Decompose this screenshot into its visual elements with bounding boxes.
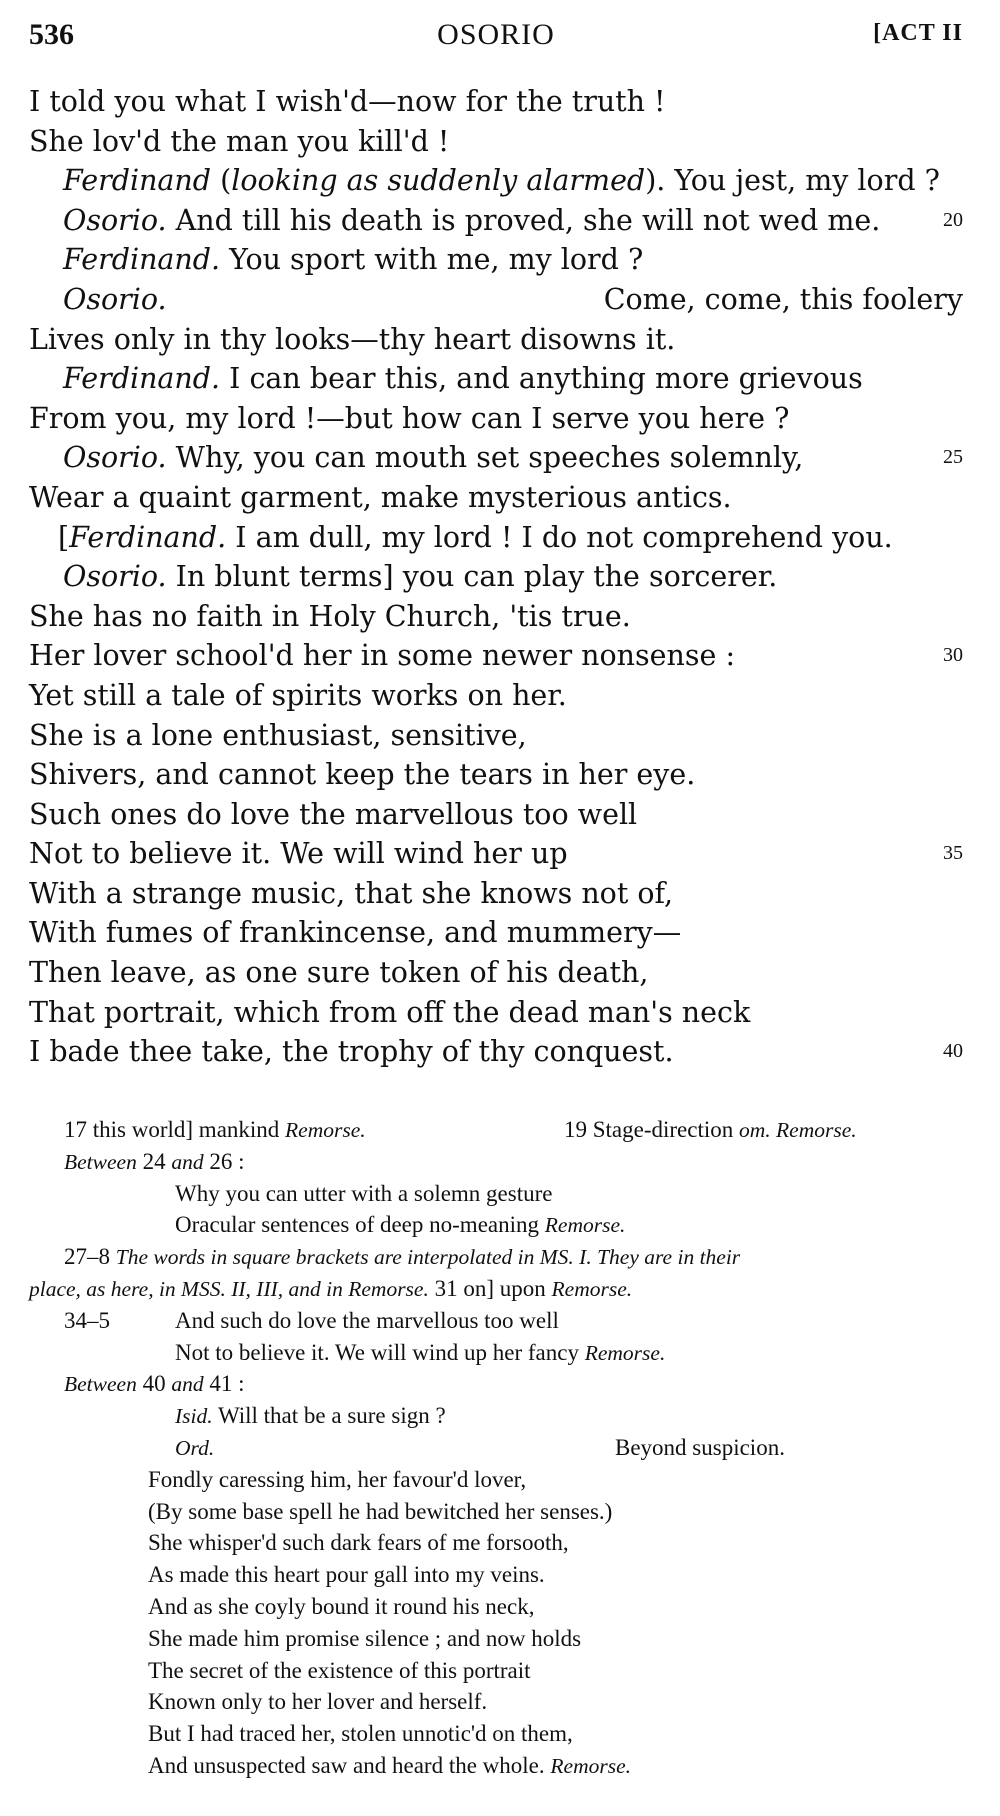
text-run: 26 : [203,1148,245,1174]
footnote-line [29,1432,969,1464]
text-run: Then leave, as one sure token of his death, [29,956,649,990]
verse-line [29,280,963,320]
italic-text: place, as here, in MSS. II, III, and in Remorse. [29,1276,429,1301]
verse-line [29,399,963,439]
verse-line [29,518,963,558]
text-run: She lov'd the man you kill'd ! [29,124,450,158]
footnotes [29,1114,969,1782]
text-run: I can bear this, and anything more grievous [220,362,863,396]
footnote-line [29,1273,969,1305]
line-number: 30 [943,644,963,667]
footnote-line [29,1241,969,1273]
italic-text: Between [64,1149,137,1174]
verse-line [29,597,963,637]
italic-text: Osorio. [63,203,167,237]
italic-text: Remorse. [550,1753,631,1778]
italic-text: Remorse. [544,1213,626,1238]
text-run: I told you what I wish'd—now for the truth ! [29,85,666,118]
text-run: ). You jest, my lord ? [645,164,940,198]
text-run: Will that be a sure sign ? [212,1403,446,1429]
italic-text: Ord. [175,1435,215,1460]
verse-line [29,320,963,360]
footnote-line [29,1591,969,1623]
text-run: You sport with me, my lord ? [220,243,644,277]
page-header [29,18,963,58]
line-number: 20 [943,208,963,231]
text-run: And till his death is proved, she will not wed me. [166,203,881,237]
italic-text: om. Remorse. [739,1118,857,1142]
italic-text: and [171,1149,204,1174]
verse-line [29,874,963,914]
italic-text: Osorio. [63,441,167,475]
verse-line [29,557,963,597]
verse-line-continuation: Come, come, this foolery [603,282,963,316]
footnote-line [29,1623,969,1655]
italic-text: looking as suddenly alarmed [231,164,646,198]
footnote-line [29,1178,969,1210]
running-title: OSORIO [437,18,555,51]
text-run: Known only to her lover and herself. [148,1689,488,1715]
line-number: 35 [943,842,963,865]
text-run: 34–5 [64,1307,110,1333]
text-run: 40 [136,1371,172,1397]
text-run: Shivers, and cannot keep the tears in her eye. [29,758,696,792]
footnote-line [29,1496,969,1528]
footnote-line [29,1718,969,1750]
text-run: Not to believe it. We will wind up her fancy [175,1339,585,1365]
footnote-line [29,1114,969,1146]
text-run: As made this heart pour gall into my veins. [148,1562,545,1588]
italic-text: Remorse. [551,1276,633,1301]
text-run: From you, my lord !—but how can I serve you here ? [29,401,790,435]
footnote-quote [175,1305,559,1337]
italic-text: Remorse. [285,1118,366,1142]
verse-line [29,953,963,993]
text-run: She is a lone enthusiast, sensitive, [29,718,527,752]
text-run: With a strange music, that she knows not of, [29,876,674,910]
footnote-line [29,1337,969,1369]
italic-text: Osorio. [63,560,167,594]
italic-text: Ferdinand. [69,520,227,554]
text-run: That portrait, which from off the dead man's neck [29,995,751,1029]
footnote-right [615,1432,785,1464]
italic-text: Ferdinand [63,164,212,198]
verse-line [29,834,963,874]
text-run: 31 on] upon [428,1275,552,1301]
verse-line [29,913,963,953]
italic-text: The words in square brackets are interpolated in MS. I. They are in their [115,1245,741,1270]
text-run: (By some base spell he had bewitched her senses.) [148,1498,613,1524]
text-run: I bade thee take, the trophy of thy conquest. [29,1035,674,1069]
text-run: Oracular sentences of deep no-meaning [175,1212,545,1238]
italic-text: Ferdinand. [63,243,221,277]
verse-line [29,636,963,676]
text-run: Why you can utter with a solemn gesture [175,1180,553,1206]
text-run: 17 this world] mankind [64,1117,286,1142]
verse-line [29,716,963,756]
text-run: Why, you can mouth set speeches solemnly, [166,441,804,475]
text-run: 27–8 [64,1244,116,1270]
text-run: And such do love the marvellous too well [175,1307,559,1333]
verse-line [29,122,963,162]
footnote-line [29,1305,969,1337]
verse-line [29,1032,963,1072]
footnote-right [564,1114,857,1147]
italic-text: Osorio. [63,282,167,316]
text-run: Beyond suspicion. [615,1434,785,1460]
text-run: And unsuspected saw and heard the whole. [148,1752,551,1778]
footnote-line [29,1209,969,1241]
verse-line [29,359,963,399]
text-run: But I had traced her, stolen unnotic'd on them, [148,1721,573,1747]
footnote-line [29,1464,969,1496]
italic-text: and [171,1372,204,1397]
text-run: In blunt terms] you can play the sorcerer. [166,560,778,594]
verse-line [29,478,963,518]
text-run: Yet still a tale of spirits works on her. [29,678,567,712]
text-run: Fondly caressing him, her favour'd lover, [148,1466,527,1492]
text-run: Her lover school'd her in some newer nonsense : [29,639,736,673]
verse-line [29,201,963,241]
footnote-line [29,1750,969,1782]
footnote-line [29,1655,969,1687]
text-run: And as she coyly bound it round his neck, [148,1593,535,1619]
text-run: The secret of the existence of this portrait [148,1657,531,1683]
text-run: She made him promise silence ; and now holds [148,1625,582,1651]
italic-text: Isid. [175,1404,213,1429]
line-number: 25 [943,446,963,469]
text-run: She has no faith in Holy Church, 'tis true. [29,599,631,633]
italic-text: Remorse. [584,1340,666,1365]
verse-line [29,82,963,122]
footnote-line [29,1400,969,1432]
footnote-line [29,1368,969,1400]
text-run: Such ones do love the marvellous too well [29,797,638,831]
verse-text [29,82,963,1072]
italic-text: Between [64,1372,137,1397]
text-run: 41 : [203,1371,245,1397]
text-run: [ [58,520,70,554]
text-run: With fumes of frankincense, and mummery— [29,916,682,950]
verse-line [29,240,963,280]
page-number: 536 [29,18,74,51]
text-run: Lives only in thy looks—thy heart disowns it. [29,322,676,356]
verse-line [29,795,963,835]
act-label: [ACT II [873,20,963,46]
text-run: ( [211,164,232,198]
text-run: 19 Stage-direction [564,1117,740,1142]
verse-line [29,755,963,795]
text-run: She whisper'd such dark fears of me forsooth, [148,1530,569,1556]
italic-text: Ferdinand. [63,362,221,396]
line-number: 40 [943,1040,963,1063]
verse-line [29,676,963,716]
verse-line [29,161,963,201]
text-run: 24 [136,1148,172,1174]
text-run: Wear a quaint garment, make mysterious antics. [29,480,732,514]
footnote-line [29,1559,969,1591]
text-run: I am dull, my lord ! I do not comprehend you. [226,520,893,554]
footnote-line [29,1527,969,1559]
footnote-line [29,1686,969,1718]
footnote-line [29,1146,969,1178]
text-run: Not to believe it. We will wind her up [29,837,568,871]
verse-line [29,993,963,1033]
verse-line [29,438,963,478]
